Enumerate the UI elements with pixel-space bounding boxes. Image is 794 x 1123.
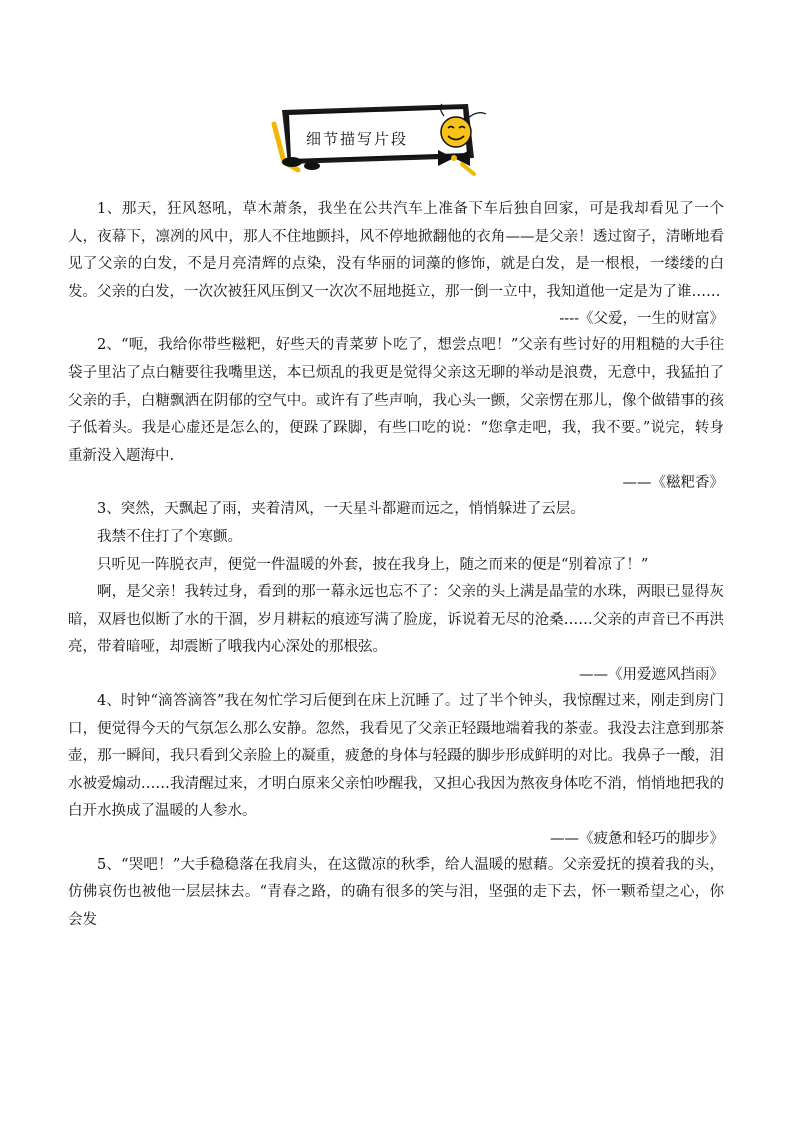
paragraph: 1、那天，狂风怒吼，草木萧条，我坐在公共汽车上准备下车后独自回家，可是我却看见了一个人，夜幕下，凛冽的风中，那人不住地颤抖，风不停地掀翻他的衣角——是父亲！透过窗子，清晰地看见了父亲的白发，不是月亮清辉的点染，没有华丽的词藻的修饰，就是白发，是一根根，一缕缕的白发。父亲的白发，一次次被狂风压倒又一次次不屈地挺立，那一倒一立中，我知道他一定是为了谁……	[68, 201, 724, 300]
paragraph: 5、“哭吧！”大手稳稳落在我肩头，在这微凉的秋季，给人温暖的慰藉。父亲爱抚的摸着我的头，仿佛哀伤也被他一层层抹去。“青春之路，的确有很多的笑与泪，坚强的走下去，怀一颗希望之心，你会发	[68, 856, 724, 929]
paragraph: 4、时钟“滴答滴答”我在匆忙学习后便到在床上沉睡了。过了半个钟头，我惊醒过来，刚走到房门口，便觉得今天的气氛怎么那么安静。忽然，我看见了父亲正轻蹑地端着我的茶壶。我没去注意到那茶壶，那一瞬间，我只看到父亲脸上的凝重，疲惫的身体与轻蹑的脚步形成鲜明的对比。我鼻子一酸，泪水被爱煽动……我清醒过来，才明白原来父亲怕吵醒我，又担心我因为熬夜身体吃不消，悄悄地把我的白开水换成了温暖的人参水。	[68, 692, 724, 820]
paragraph: 3、突然，天飘起了雨，夹着清风，一天星斗都避而远之，悄悄躲进了云层。	[97, 501, 585, 518]
paragraph: 2、“呃，我给你带些糍粑，好些天的青菜萝卜吃了，想尝点吧！”父亲有些讨好的用粗糙的大手往袋子里沾了点白糖要往我嘴里送，本已烦乱的我更是觉得父亲这无聊的举动是浪费，无意中，我猛拍了父亲的手，白糖飘洒在阴郁的空气中。或许有了些声响，我心头一颤，父亲愣在那儿，像个做错事的孩子低着头。我是心虚还是怎么的，便跺了跺脚，有些口吃的说：“您拿走吧，我，我不要。”说完，转身重新没入题海中.	[68, 337, 724, 464]
header-title: 细节描写片段	[306, 130, 409, 148]
main-content	[68, 196, 724, 935]
paragraph: 啊，是父亲！我转过身，看到的那一幕永远也忘不了：父亲的头上满是晶莹的水珠，两眼已显得灰暗，双唇也似断了水的干涸，岁月耕耘的痕迹写满了脸庞，诉说着无尽的沧桑……父亲的声音已不再洪亮，带着暗哑，却震断了哦我内心深处的那根弦。	[68, 584, 724, 656]
paragraph: 只听见一阵脱衣声，便觉一件温暖的外套，披在我身上，随之而来的便是“别着凉了！”	[97, 556, 649, 573]
source-attribution: ----《父爱，一生的财富》	[559, 311, 724, 328]
banner-foot-right	[304, 162, 320, 170]
section-header	[268, 100, 508, 180]
source-attribution: ——《用爱遮风挡雨》	[579, 666, 724, 683]
banner-foot-left	[282, 157, 302, 167]
source-attribution: ——《疲惫和轻巧的脚步》	[550, 830, 724, 847]
paragraph: 我禁不住打了个寒颤。	[97, 528, 242, 545]
source-attribution: ——《糍粑香》	[622, 475, 724, 492]
